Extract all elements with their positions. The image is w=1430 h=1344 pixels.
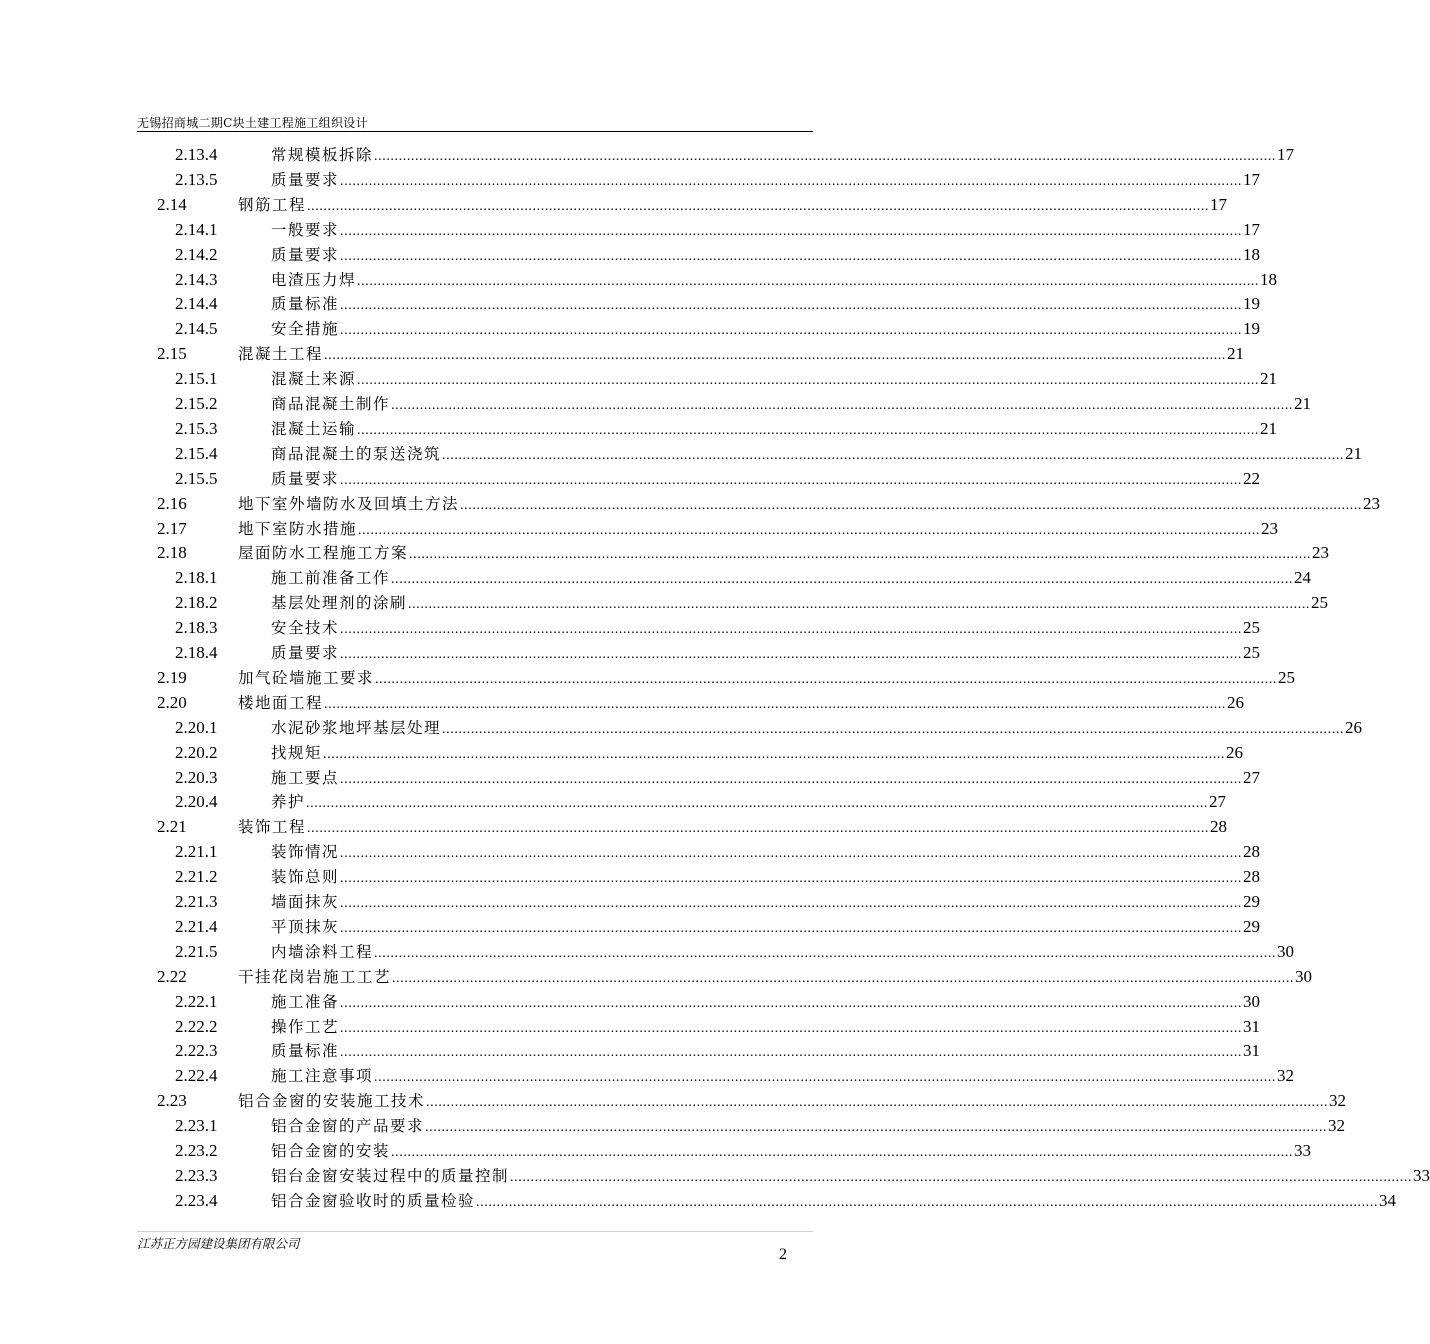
toc-entry[interactable]	[0, 691, 1245, 716]
toc-entry-title: 质量要求	[271, 467, 340, 492]
toc-entry-page: 18	[1242, 243, 1260, 268]
toc-entry-body	[271, 1189, 1397, 1216]
toc-entry-page: 19	[1242, 317, 1260, 342]
toc-entry-body	[238, 342, 1245, 369]
toc-entry-page: 32	[1327, 1114, 1345, 1139]
toc-entry[interactable]	[0, 865, 1261, 890]
toc-entry-title: 平顶抹灰	[271, 915, 340, 940]
toc-entry[interactable]	[0, 292, 1261, 317]
toc-dot-leader: ............................................................................................................................................................................................................................	[307, 821, 1210, 837]
toc-entry[interactable]	[0, 666, 1296, 691]
toc-entry[interactable]	[0, 541, 1330, 566]
toc-entry-title: 屋面防水工程施工方案	[238, 541, 409, 566]
toc-entry-body	[271, 392, 1312, 419]
toc-entry-body	[271, 168, 1261, 195]
toc-entry-page: 24	[1293, 566, 1311, 591]
toc-entry[interactable]	[0, 1015, 1261, 1040]
toc-entry-title: 施工注意事项	[271, 1064, 374, 1089]
toc-dot-leader: ............................................................................................................................................................................................................................	[324, 348, 1227, 364]
toc-entry-number: 2.16	[157, 493, 187, 513]
toc-dot-leader: ............................................................................................................................................................................................................................	[340, 920, 1243, 936]
toc-entry[interactable]	[0, 268, 1278, 293]
toc-dot-leader: ............................................................................................................................................................................................................................	[510, 1169, 1413, 1185]
toc-entry-number: 2.21.4	[175, 916, 218, 936]
toc-entry-body	[238, 666, 1296, 693]
toc-entry-body	[271, 641, 1261, 668]
toc-entry-body	[271, 591, 1329, 618]
toc-entry-body	[238, 815, 1228, 842]
toc-entry-number: 2.17	[157, 518, 187, 538]
toc-entry-title: 铝台金窗安装过程中的质量控制	[271, 1164, 510, 1189]
toc-entry[interactable]	[0, 218, 1261, 243]
toc-entry-title: 内墙涂料工程	[271, 940, 374, 965]
toc-entry-number: 2.18.3	[175, 618, 218, 638]
toc-entry-page: 28	[1242, 840, 1260, 865]
toc-entry-number: 2.22.3	[175, 1041, 218, 1061]
toc-entry-title: 装饰工程	[238, 815, 307, 840]
toc-entry-page: 17	[1209, 193, 1227, 218]
toc-entry[interactable]	[0, 1114, 1346, 1139]
toc-entry-page: 18	[1259, 268, 1277, 293]
toc-entry-body	[271, 317, 1261, 344]
toc-entry-page: 21	[1259, 417, 1277, 442]
toc-entry-number: 2.20.4	[175, 792, 218, 812]
toc-entry-body	[271, 1064, 1295, 1091]
toc-entry-page: 17	[1276, 143, 1294, 168]
toc-entry-number: 2.20.2	[175, 742, 218, 762]
toc-dot-leader: ............................................................................................................................................................................................................................	[391, 572, 1294, 588]
toc-entry-body	[271, 243, 1261, 270]
toc-entry[interactable]	[0, 1064, 1295, 1089]
toc-entry-title: 质量标准	[271, 292, 340, 317]
toc-entry-number: 2.14.3	[175, 269, 218, 289]
toc-entry-title: 装饰总则	[271, 865, 340, 890]
toc-entry-title: 电渣压力焊	[271, 268, 357, 293]
toc-entry[interactable]	[0, 1139, 1312, 1164]
toc-entry-number: 2.15.3	[175, 418, 218, 438]
toc-entry-page: 30	[1242, 990, 1260, 1015]
toc-entry-number: 2.15.1	[175, 369, 218, 389]
toc-dot-leader: ............................................................................................................................................................................................................................	[357, 422, 1260, 438]
toc-entry-body	[271, 990, 1261, 1017]
toc-entry-page: 17	[1242, 168, 1260, 193]
toc-entry-body	[271, 716, 1363, 743]
toc-entry-page: 31	[1242, 1015, 1260, 1040]
toc-entry-page: 22	[1242, 467, 1260, 492]
toc-entry-number: 2.14.1	[175, 219, 218, 239]
toc-entry-body	[271, 741, 1244, 768]
toc-dot-leader: ............................................................................................................................................................................................................................	[340, 771, 1243, 787]
toc-entry-page: 27	[1208, 790, 1226, 815]
toc-dot-leader: ............................................................................................................................................................................................................................	[323, 746, 1226, 762]
toc-dot-leader: ............................................................................................................................................................................................................................	[340, 298, 1243, 314]
toc-dot-leader: ............................................................................................................................................................................................................................	[340, 1020, 1243, 1036]
toc-entry[interactable]	[0, 641, 1261, 666]
toc-entry-body	[271, 218, 1261, 245]
toc-entry-title: 质量要求	[271, 168, 340, 193]
toc-entry-page: 29	[1242, 890, 1260, 915]
toc-entry-page: 25	[1242, 641, 1260, 666]
toc-entry-body	[238, 965, 1313, 992]
toc-entry-body	[271, 442, 1363, 469]
toc-entry-number: 2.15	[157, 344, 187, 364]
toc-entry-number: 2.15.5	[175, 468, 218, 488]
toc-entry-number: 2.23.3	[175, 1165, 218, 1185]
toc-entry-page: 26	[1225, 741, 1243, 766]
toc-entry[interactable]	[0, 392, 1312, 417]
toc-dot-leader: ............................................................................................................................................................................................................................	[476, 1194, 1379, 1210]
toc-entry-page: 25	[1277, 666, 1295, 691]
toc-entry-title: 一般要求	[271, 218, 340, 243]
toc-entry-body	[238, 691, 1245, 718]
toc-entry[interactable]	[0, 417, 1278, 442]
toc-entry[interactable]	[0, 591, 1329, 616]
toc-entry[interactable]	[0, 716, 1363, 741]
toc-dot-leader: ............................................................................................................................................................................................................................	[340, 647, 1243, 662]
toc-dot-leader: ............................................................................................................................................................................................................................	[409, 547, 1312, 563]
toc-entry-title: 铝合金窗验收时的质量检验	[271, 1189, 476, 1214]
toc-entry-title: 干挂花岗岩施工工艺	[238, 965, 392, 990]
toc-entry-page: 26	[1344, 716, 1362, 741]
toc-entry-title: 安全技术	[271, 616, 340, 641]
toc-entry-page: 33	[1412, 1164, 1430, 1189]
toc-entry-title: 墙面抹灰	[271, 890, 340, 915]
toc-entry-body	[271, 840, 1261, 867]
toc-entry[interactable]	[0, 492, 1381, 517]
toc-entry-page: 31	[1242, 1039, 1260, 1064]
toc-entry-title: 地下室防水措施	[238, 517, 358, 542]
toc-entry-body	[271, 790, 1227, 817]
toc-entry-body	[238, 492, 1381, 519]
toc-dot-leader: ............................................................................................................................................................................................................................	[425, 1120, 1328, 1136]
toc-entry-body	[238, 193, 1228, 220]
toc-entry-title: 混凝土运输	[271, 417, 357, 442]
toc-entry-title: 施工前准备工作	[271, 566, 391, 591]
toc-entry[interactable]	[0, 367, 1278, 392]
toc-entry-body	[271, 268, 1278, 295]
toc-entry-body	[271, 616, 1261, 643]
toc-entry-page: 30	[1276, 940, 1294, 965]
toc-entry-title: 质量要求	[271, 641, 340, 666]
toc-entry-page: 21	[1226, 342, 1244, 367]
toc-entry-title: 装饰情况	[271, 840, 340, 865]
toc-entry-number: 2.18	[157, 543, 187, 563]
running-header: 无锡招商城二期C块土建工程施工组织设计	[137, 116, 368, 130]
toc-dot-leader: ............................................................................................................................................................................................................................	[340, 472, 1243, 488]
toc-entry-page: 30	[1294, 965, 1312, 990]
toc-entry-page: 32	[1276, 1064, 1294, 1089]
toc-entry-page: 32	[1328, 1089, 1346, 1114]
toc-entry[interactable]	[0, 1164, 1430, 1189]
toc-dot-leader: ............................................................................................................................................................................................................................	[340, 223, 1243, 239]
toc-entry[interactable]	[0, 890, 1261, 915]
toc-entry-page: 21	[1344, 442, 1362, 467]
toc-entry-body	[271, 940, 1295, 967]
toc-entry[interactable]	[0, 566, 1312, 591]
toc-entry-number: 2.21.3	[175, 892, 218, 911]
toc-entry-title: 加气砼墙施工要求	[238, 666, 375, 691]
toc-entry-number: 2.22.1	[175, 991, 218, 1011]
header-rule	[137, 131, 813, 132]
toc-entry[interactable]	[0, 965, 1313, 990]
toc-entry-page: 28	[1242, 865, 1260, 890]
toc-entry-page: 19	[1242, 292, 1260, 317]
toc-entry[interactable]	[0, 1189, 1397, 1214]
toc-entry-number: 2.14	[157, 194, 187, 214]
toc-entry-title: 钢筋工程	[238, 193, 307, 218]
toc-entry-body	[271, 1015, 1261, 1042]
toc-dot-leader: ............................................................................................................................................................................................................................	[391, 1145, 1294, 1160]
toc-entry-body	[271, 367, 1278, 394]
toc-entry-title: 基层处理剂的涂刷	[271, 591, 408, 616]
toc-dot-leader: ............................................................................................................................................................................................................................	[375, 671, 1278, 687]
toc-entry-body	[271, 890, 1261, 917]
toc-dot-leader: ............................................................................................................................................................................................................................	[340, 622, 1243, 638]
toc-entry[interactable]	[0, 815, 1228, 840]
toc-entry-number: 2.15.4	[175, 443, 218, 463]
toc-dot-leader: ............................................................................................................................................................................................................................	[340, 1045, 1243, 1061]
toc-entry-body	[271, 915, 1261, 942]
toc-entry-page: 25	[1242, 616, 1260, 641]
toc-entry-number: 2.20.3	[175, 767, 218, 787]
toc-entry-title: 铝合金窗的安装	[271, 1139, 391, 1164]
toc-entry-body	[271, 143, 1295, 170]
toc-entry-title: 混凝土工程	[238, 342, 324, 367]
toc-entry-number: 2.20.1	[175, 717, 218, 737]
toc-entry-title: 常规模板拆除	[271, 143, 374, 168]
toc-entry-number: 2.13.5	[175, 169, 218, 189]
toc-entry-number: 2.23.2	[175, 1141, 218, 1160]
toc-dot-leader: ............................................................................................................................................................................................................................	[340, 995, 1243, 1011]
toc-entry-body	[271, 865, 1261, 892]
toc-entry-number: 2.23.1	[175, 1116, 218, 1136]
toc-entry-number: 2.14.2	[175, 244, 218, 264]
toc-entry-number: 2.21.1	[175, 842, 218, 862]
toc-entry-page: 27	[1242, 766, 1260, 791]
toc-entry[interactable]	[0, 940, 1295, 965]
toc-entry-page: 21	[1293, 392, 1311, 417]
toc-entry-number: 2.23.4	[175, 1190, 218, 1210]
toc-entry-title: 质量要求	[271, 243, 340, 268]
toc-entry-body	[238, 541, 1330, 568]
page-number: 2	[779, 1246, 787, 1263]
toc-dot-leader: ............................................................................................................................................................................................................................	[340, 248, 1243, 264]
toc-entry[interactable]	[0, 517, 1279, 542]
toc-entry-number: 2.22	[157, 966, 187, 986]
toc-entry[interactable]	[0, 766, 1261, 791]
toc-entry-title: 水泥砂浆地坪基层处理	[271, 716, 442, 741]
toc-entry-title: 施工要点	[271, 766, 340, 791]
toc-entry-body	[238, 517, 1279, 544]
toc-entry-number: 2.21.2	[175, 867, 218, 887]
toc-entry-page: 23	[1311, 541, 1329, 566]
toc-dot-leader: ............................................................................................................................................................................................................................	[340, 846, 1243, 862]
toc-entry[interactable]	[0, 467, 1261, 492]
toc-entry-number: 2.22.2	[175, 1016, 218, 1036]
toc-entry-number: 2.14.4	[175, 294, 218, 314]
footer-company: 江苏正方园建设集团有限公司	[137, 1236, 300, 1251]
toc-entry-number: 2.15.2	[175, 394, 218, 413]
toc-dot-leader: ............................................................................................................................................................................................................................	[324, 696, 1227, 712]
toc-entry[interactable]	[0, 342, 1245, 367]
toc-entry-number: 2.18.4	[175, 643, 218, 662]
toc-entry-title: 混凝土来源	[271, 367, 357, 392]
toc-entry-body	[238, 1089, 1347, 1116]
toc-entry-body	[271, 1164, 1430, 1191]
toc-entry-page: 21	[1259, 367, 1277, 392]
toc-entry-title: 质量标准	[271, 1039, 340, 1064]
toc-dot-leader: ............................................................................................................................................................................................................................	[357, 373, 1260, 389]
toc-entry-body	[271, 292, 1261, 319]
toc-entry-title: 操作工艺	[271, 1015, 340, 1040]
toc-entry-title: 养护	[271, 790, 306, 815]
toc-entry[interactable]	[0, 442, 1363, 467]
toc-entry[interactable]	[0, 840, 1261, 865]
toc-entry-title: 找规矩	[271, 741, 323, 766]
toc-entry-title: 铝合金窗的产品要求	[271, 1114, 425, 1139]
toc-dot-leader: ............................................................................................................................................................................................................................	[460, 497, 1363, 513]
toc-dot-leader: ............................................................................................................................................................................................................................	[358, 522, 1261, 538]
toc-entry-body	[271, 1114, 1346, 1141]
toc-entry-number: 2.21	[157, 817, 187, 837]
toc-entry-number: 2.22.4	[175, 1066, 218, 1086]
toc-entry[interactable]	[0, 168, 1261, 193]
toc-entry-number: 2.18.1	[175, 568, 218, 588]
toc-entry[interactable]	[0, 915, 1261, 940]
toc-entry-body	[271, 417, 1278, 444]
toc-entry-page: 25	[1310, 591, 1328, 616]
toc-dot-leader: ............................................................................................................................................................................................................................	[340, 871, 1243, 887]
toc-entry[interactable]	[0, 143, 1295, 168]
toc-entry[interactable]	[0, 790, 1227, 815]
toc-entry-page: 33	[1293, 1139, 1311, 1164]
toc-entry-page: 26	[1226, 691, 1244, 716]
toc-dot-leader: ............................................................................................................................................................................................................................	[340, 323, 1243, 339]
toc-dot-leader: ............................................................................................................................................................................................................................	[426, 1095, 1329, 1111]
toc-dot-leader: ............................................................................................................................................................................................................................	[357, 273, 1260, 289]
toc-entry-title: 楼地面工程	[238, 691, 324, 716]
toc-entry-title: 地下室外墙防水及回填土方法	[238, 492, 460, 517]
toc-entry-page: 34	[1378, 1189, 1396, 1214]
toc-entry[interactable]	[0, 317, 1261, 342]
toc-dot-leader: ............................................................................................................................................................................................................................	[442, 721, 1345, 737]
toc-entry[interactable]	[0, 1039, 1261, 1064]
toc-entry[interactable]	[0, 243, 1261, 268]
toc-entry-number: 2.13.4	[175, 145, 218, 164]
toc-dot-leader: ............................................................................................................................................................................................................................	[340, 896, 1243, 911]
toc-entry-number: 2.14.5	[175, 319, 218, 339]
toc-entry-body	[271, 766, 1261, 793]
toc-entry[interactable]	[0, 990, 1261, 1015]
toc-dot-leader: ............................................................................................................................................................................................................................	[391, 398, 1294, 413]
toc-entry-body	[271, 467, 1261, 494]
toc-entry-number: 2.21.5	[175, 941, 218, 961]
toc-entry-page: 23	[1260, 517, 1278, 542]
toc-dot-leader: ............................................................................................................................................................................................................................	[340, 173, 1243, 189]
toc-dot-leader: ............................................................................................................................................................................................................................	[374, 945, 1277, 961]
toc-entry-title: 商品混凝土的泵送浇筑	[271, 442, 442, 467]
toc-entry-body	[271, 1039, 1261, 1066]
toc-dot-leader: ............................................................................................................................................................................................................................	[307, 198, 1210, 214]
footer-rule	[137, 1231, 813, 1232]
toc-entry-page: 17	[1242, 218, 1260, 243]
toc-entry-title: 铝合金窗的安装施工技术	[238, 1089, 426, 1114]
toc-dot-leader: ............................................................................................................................................................................................................................	[392, 970, 1295, 986]
toc-entry-page: 29	[1242, 915, 1260, 940]
toc-dot-leader: ............................................................................................................................................................................................................................	[374, 1070, 1277, 1086]
toc-entry-number: 2.23	[157, 1091, 187, 1111]
toc-entry[interactable]	[0, 1089, 1347, 1114]
toc-entry[interactable]	[0, 741, 1244, 766]
toc-dot-leader: ............................................................................................................................................................................................................................	[408, 597, 1311, 613]
toc-dot-leader: ............................................................................................................................................................................................................................	[306, 796, 1209, 812]
toc-entry-page: 23	[1362, 492, 1380, 517]
toc-entry-title: 安全措施	[271, 317, 340, 342]
toc-entry-body	[271, 566, 1312, 593]
toc-entry[interactable]	[0, 616, 1261, 641]
toc-entry-page: 28	[1209, 815, 1227, 840]
toc-entry-title: 商品混凝土制作	[271, 392, 391, 417]
toc-entry-number: 2.19	[157, 667, 187, 687]
toc-entry-title: 施工准备	[271, 990, 340, 1015]
toc-entry[interactable]	[0, 193, 1228, 218]
toc-entry-number: 2.20	[157, 692, 187, 712]
toc-entry-body	[271, 1139, 1312, 1166]
toc-dot-leader: ............................................................................................................................................................................................................................	[374, 149, 1277, 164]
toc-dot-leader: ............................................................................................................................................................................................................................	[442, 447, 1345, 463]
toc-entry-number: 2.18.2	[175, 593, 218, 613]
